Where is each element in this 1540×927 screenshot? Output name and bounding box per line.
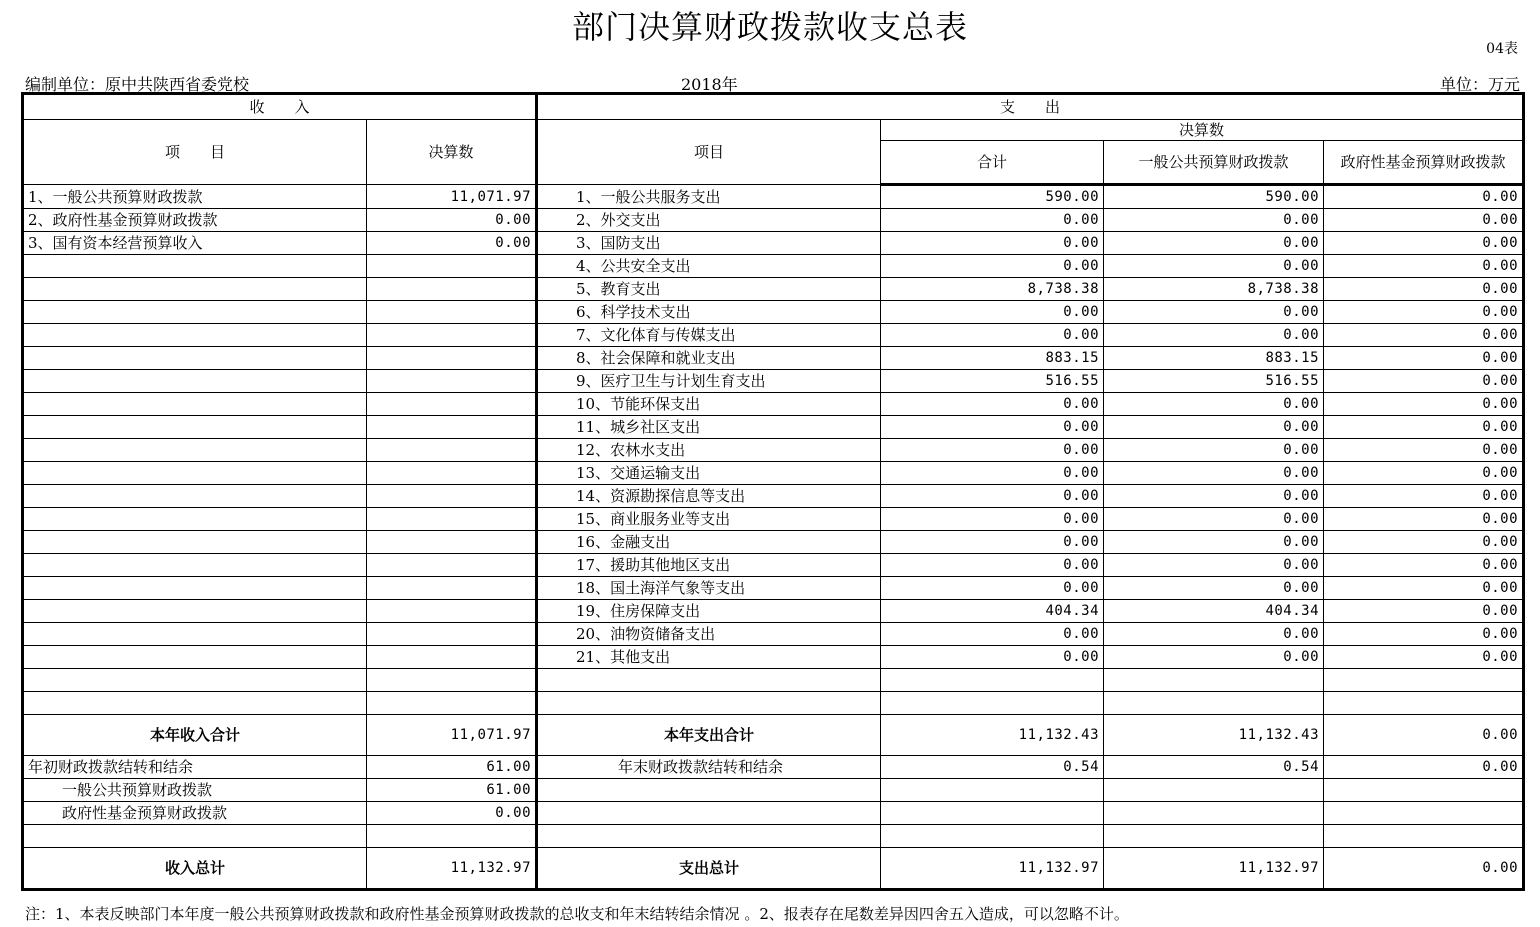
expense-general: 8,738.38: [1104, 278, 1324, 301]
expense-item: 12、农林水支出: [537, 439, 881, 462]
expense-total: [881, 692, 1104, 715]
expense-fund: 0.00: [1324, 370, 1524, 393]
expense-general: 0.00: [1104, 324, 1324, 347]
expense-general: 516.55: [1104, 370, 1324, 393]
table-row: [23, 278, 1524, 301]
expense-total: 0.00: [881, 531, 1104, 554]
carry-expense-total: [881, 802, 1104, 825]
expense-general: 0.00: [1104, 577, 1324, 600]
grand-expense-general: 11,132.97: [1104, 848, 1324, 890]
expense-total: 0.00: [881, 209, 1104, 232]
table-row: [23, 669, 1524, 692]
carry-expense-item: [537, 779, 881, 802]
table-row: [23, 692, 1524, 715]
expense-fund: 0.00: [1324, 232, 1524, 255]
carry-expense-general: [1104, 825, 1324, 848]
expense-item: 10、节能环保支出: [537, 393, 881, 416]
year-label: 2018年: [681, 75, 738, 94]
carry-expense-total: [881, 779, 1104, 802]
table-row: [23, 393, 1524, 416]
expense-total: [881, 669, 1104, 692]
income-item: [23, 646, 367, 669]
expense-fund: 0.00: [1324, 554, 1524, 577]
table-row: [23, 255, 1524, 278]
income-item: [23, 623, 367, 646]
expense-item: 16、金融支出: [537, 531, 881, 554]
carry-income-item: 年初财政拨款结转和结余: [23, 756, 367, 779]
expense-item: 3、国防支出: [537, 232, 881, 255]
table-row: [23, 508, 1524, 531]
expense-item: 18、国土海洋气象等支出: [537, 577, 881, 600]
expense-total: 0.00: [881, 439, 1104, 462]
expense-general: [1104, 669, 1324, 692]
income-value: [367, 554, 537, 577]
carry-income-item: 一般公共预算财政拨款: [23, 779, 367, 802]
income-item: [23, 692, 367, 715]
expense-fund: 0.00: [1324, 209, 1524, 232]
expense-total: 0.00: [881, 324, 1104, 347]
expense-general: 0.00: [1104, 209, 1324, 232]
expense-item: 11、城乡社区支出: [537, 416, 881, 439]
income-value: 0.00: [367, 209, 537, 232]
income-item: [23, 600, 367, 623]
income-value: 11,071.97: [367, 185, 537, 209]
income-value: [367, 485, 537, 508]
income-amount-header: 决算数: [367, 120, 537, 185]
income-item: [23, 255, 367, 278]
income-value: [367, 255, 537, 278]
carry-income-value: 61.00: [367, 779, 537, 802]
expense-item: 19、住房保障支出: [537, 600, 881, 623]
expense-total: 516.55: [881, 370, 1104, 393]
income-value: [367, 669, 537, 692]
expense-item: 8、社会保障和就业支出: [537, 347, 881, 370]
budget-table: [21, 92, 1525, 891]
carry-expense-item: [537, 825, 881, 848]
expense-general: 0.00: [1104, 232, 1324, 255]
expense-total: 8,738.38: [881, 278, 1104, 301]
expense-general: 0.00: [1104, 301, 1324, 324]
carry-expense-total: [881, 825, 1104, 848]
income-value: [367, 347, 537, 370]
expense-total: 0.00: [881, 232, 1104, 255]
year-expense-total-label: 本年支出合计: [537, 715, 881, 756]
income-value: [367, 278, 537, 301]
expense-total: 0.00: [881, 508, 1104, 531]
table-row: [23, 232, 1524, 255]
expense-item: 6、科学技术支出: [537, 301, 881, 324]
expense-fund: [1324, 692, 1524, 715]
grand-expense-fund: 0.00: [1324, 848, 1524, 890]
expense-total: 0.00: [881, 301, 1104, 324]
table-row: [23, 416, 1524, 439]
carry-expense-general: 0.54: [1104, 756, 1324, 779]
grand-income-value: 11,132.97: [367, 848, 537, 890]
report-title: 部门决算财政拨款收支总表: [571, 8, 968, 46]
income-item: [23, 370, 367, 393]
expense-fund: 0.00: [1324, 577, 1524, 600]
grand-income-label: 收入总计: [23, 848, 367, 890]
expense-total: 590.00: [881, 185, 1104, 209]
expense-fund: 0.00: [1324, 185, 1524, 209]
expense-total: 0.00: [881, 623, 1104, 646]
carry-income-value: 0.00: [367, 802, 537, 825]
expense-total: 404.34: [881, 600, 1104, 623]
expense-general: 0.00: [1104, 508, 1324, 531]
income-value: [367, 462, 537, 485]
carry-income-item: 政府性基金预算财政拨款: [23, 802, 367, 825]
income-header: 收 入: [23, 94, 537, 120]
expense-general: 0.00: [1104, 554, 1324, 577]
expense-item: 21、其他支出: [537, 646, 881, 669]
table-row: [23, 347, 1524, 370]
table-row: [23, 577, 1524, 600]
expense-fund: 0.00: [1324, 508, 1524, 531]
expense-fund: 0.00: [1324, 600, 1524, 623]
unit-label: 单位：万元: [1439, 75, 1520, 94]
footnote: 注：1、本表反映部门本年度一般公共预算财政拨款和政府性基金预算财政拨款的总收支和年末结转结余情况 。2、报表存在尾数差异因四舍五入造成，可以忽略不计。: [25, 905, 1129, 923]
expense-fund: 0.00: [1324, 462, 1524, 485]
table-row: [23, 600, 1524, 623]
income-value: [367, 600, 537, 623]
income-item: [23, 554, 367, 577]
expense-general: 883.15: [1104, 347, 1324, 370]
income-item: [23, 278, 367, 301]
general-header: 一般公共预算财政拨款: [1104, 141, 1324, 185]
expense-general: 590.00: [1104, 185, 1324, 209]
table-row: [23, 756, 1524, 779]
income-item: [23, 324, 367, 347]
year-income-total-label: 本年收入合计: [23, 715, 367, 756]
income-item: 3、国有资本经营预算收入: [23, 232, 367, 255]
expense-fund: 0.00: [1324, 393, 1524, 416]
income-item: [23, 577, 367, 600]
expense-fund: 0.00: [1324, 347, 1524, 370]
table-row: [23, 802, 1524, 825]
income-value: [367, 439, 537, 462]
table-row: [23, 848, 1524, 890]
expense-item: [537, 669, 881, 692]
income-value: [367, 646, 537, 669]
income-value: [367, 508, 537, 531]
expense-fund: 0.00: [1324, 646, 1524, 669]
expense-general: 0.00: [1104, 439, 1324, 462]
table-row: [23, 531, 1524, 554]
table-code: 04表: [1486, 41, 1518, 57]
carry-income-value: 61.00: [367, 756, 537, 779]
income-value: [367, 301, 537, 324]
income-value: [367, 370, 537, 393]
carry-expense-item: 年末财政拨款结转和结余: [537, 756, 881, 779]
expense-total: 883.15: [881, 347, 1104, 370]
expense-total: 0.00: [881, 646, 1104, 669]
table-row: [23, 185, 1524, 209]
table-row: [23, 439, 1524, 462]
income-item: [23, 439, 367, 462]
income-item: [23, 485, 367, 508]
expense-general: 0.00: [1104, 485, 1324, 508]
income-value: [367, 692, 537, 715]
expense-item: 15、商业服务业等支出: [537, 508, 881, 531]
expense-general: [1104, 692, 1324, 715]
expense-item: 9、医疗卫生与计划生育支出: [537, 370, 881, 393]
expense-total: 0.00: [881, 393, 1104, 416]
expense-total: 0.00: [881, 462, 1104, 485]
income-item: [23, 531, 367, 554]
expense-general: 0.00: [1104, 393, 1324, 416]
table-row: [23, 209, 1524, 232]
table-row: [23, 825, 1524, 848]
expense-general: 0.00: [1104, 531, 1324, 554]
expense-general: 0.00: [1104, 255, 1324, 278]
expense-amount-header: 决算数: [881, 120, 1524, 141]
expense-fund: 0.00: [1324, 531, 1524, 554]
expense-fund: 0.00: [1324, 623, 1524, 646]
income-value: [367, 324, 537, 347]
table-row: [23, 485, 1524, 508]
grand-expense-label: 支出总计: [537, 848, 881, 890]
year-expense-total: 11,132.43: [881, 715, 1104, 756]
income-value: [367, 416, 537, 439]
expense-item: 20、油物资储备支出: [537, 623, 881, 646]
table-row: [23, 324, 1524, 347]
income-item: [23, 669, 367, 692]
income-item: [23, 347, 367, 370]
carry-expense-fund: [1324, 802, 1524, 825]
income-value: [367, 577, 537, 600]
income-item: [23, 508, 367, 531]
income-value: 0.00: [367, 232, 537, 255]
fund-header: 政府性基金预算财政拨款: [1324, 141, 1524, 185]
income-value: [367, 531, 537, 554]
expense-general: 0.00: [1104, 646, 1324, 669]
carry-expense-fund: 0.00: [1324, 756, 1524, 779]
org-label: 编制单位：原中共陕西省委党校: [25, 75, 250, 94]
expense-total: 0.00: [881, 416, 1104, 439]
carry-expense-total: 0.54: [881, 756, 1104, 779]
expense-header: 支 出: [537, 94, 1524, 120]
grand-expense-total: 11,132.97: [881, 848, 1104, 890]
expense-item: 4、公共安全支出: [537, 255, 881, 278]
year-expense-general: 11,132.43: [1104, 715, 1324, 756]
carry-expense-item: [537, 802, 881, 825]
carry-expense-fund: [1324, 825, 1524, 848]
carry-expense-general: [1104, 802, 1324, 825]
expense-fund: 0.00: [1324, 324, 1524, 347]
expense-total: 0.00: [881, 255, 1104, 278]
income-item: 1、一般公共预算财政拨款: [23, 185, 367, 209]
table-row: [23, 462, 1524, 485]
expense-total: 0.00: [881, 577, 1104, 600]
expense-item: 5、教育支出: [537, 278, 881, 301]
total-header: 合计: [881, 141, 1104, 185]
expense-general: 404.34: [1104, 600, 1324, 623]
table-row: [23, 646, 1524, 669]
income-item: [23, 416, 367, 439]
expense-fund: 0.00: [1324, 485, 1524, 508]
table-row: [23, 301, 1524, 324]
carry-expense-fund: [1324, 779, 1524, 802]
expense-fund: 0.00: [1324, 301, 1524, 324]
carry-expense-general: [1104, 779, 1324, 802]
expense-general: 0.00: [1104, 416, 1324, 439]
expense-fund: 0.00: [1324, 416, 1524, 439]
expense-item: 7、文化体育与传媒支出: [537, 324, 881, 347]
income-value: [367, 623, 537, 646]
year-expense-fund: 0.00: [1324, 715, 1524, 756]
year-income-total-value: 11,071.97: [367, 715, 537, 756]
expense-item-header: 项目: [537, 120, 881, 185]
table-row: [23, 370, 1524, 393]
expense-item: 1、一般公共服务支出: [537, 185, 881, 209]
income-value: [367, 393, 537, 416]
income-item: [23, 301, 367, 324]
expense-item: 17、援助其他地区支出: [537, 554, 881, 577]
expense-fund: 0.00: [1324, 278, 1524, 301]
table-row: [23, 779, 1524, 802]
expense-item: 2、外交支出: [537, 209, 881, 232]
carry-income-value: [367, 825, 537, 848]
income-item: [23, 393, 367, 416]
carry-income-item: [23, 825, 367, 848]
expense-fund: [1324, 669, 1524, 692]
expense-item: [537, 692, 881, 715]
table-row: [23, 715, 1524, 756]
expense-general: 0.00: [1104, 462, 1324, 485]
expense-general: 0.00: [1104, 623, 1324, 646]
expense-total: 0.00: [881, 485, 1104, 508]
table-row: [23, 554, 1524, 577]
income-item: [23, 462, 367, 485]
expense-total: 0.00: [881, 554, 1104, 577]
income-item-header: 项 目: [23, 120, 367, 185]
income-item: 2、政府性基金预算财政拨款: [23, 209, 367, 232]
expense-fund: 0.00: [1324, 439, 1524, 462]
table-row: [23, 623, 1524, 646]
expense-fund: 0.00: [1324, 255, 1524, 278]
expense-item: 13、交通运输支出: [537, 462, 881, 485]
expense-item: 14、资源勘探信息等支出: [537, 485, 881, 508]
